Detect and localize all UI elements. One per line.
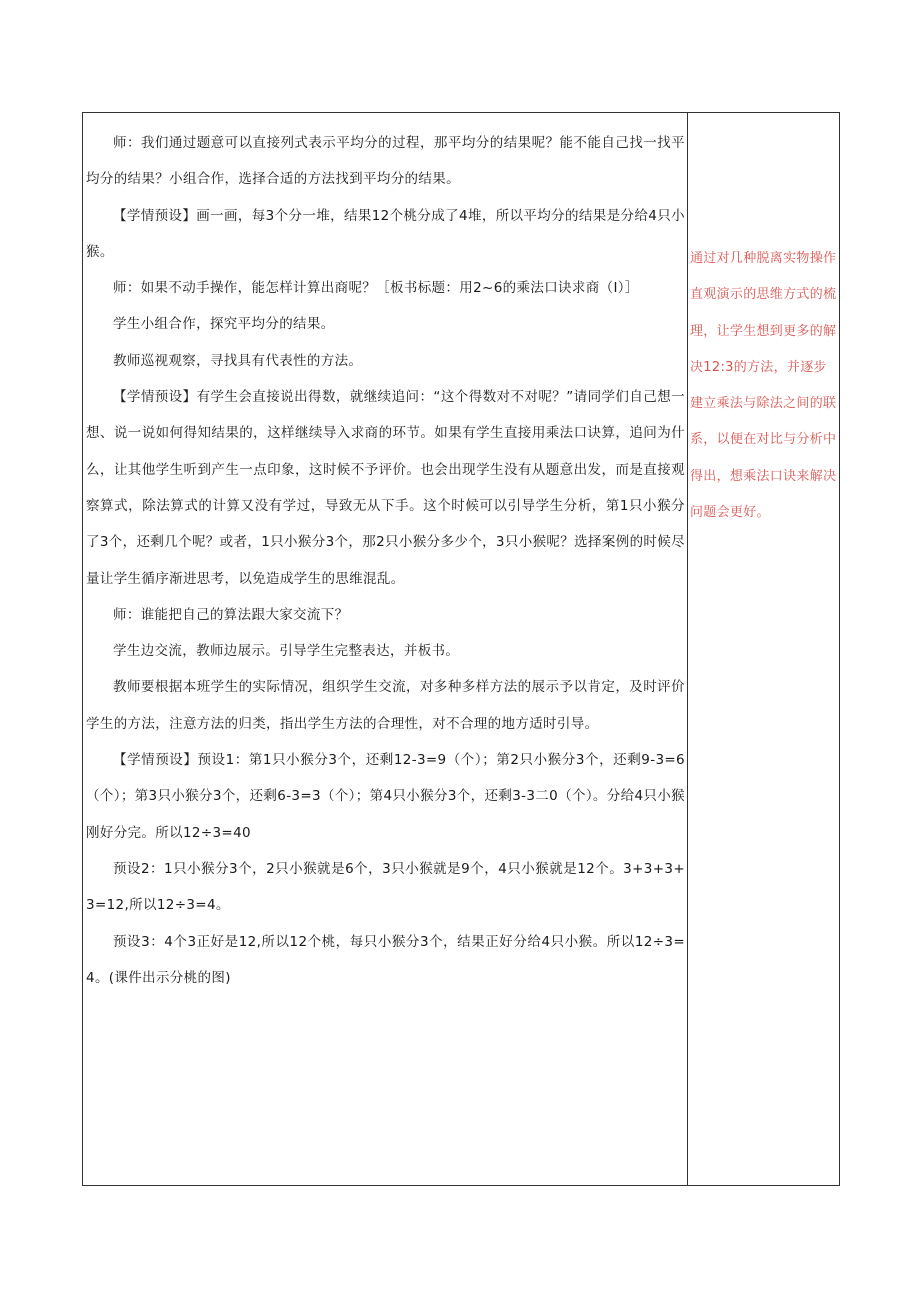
design-intent-cell [688,113,839,1185]
paragraph-teacher-observe: 教师巡视观察，寻找具有代表性的方法。 [113,352,363,369]
lesson-plan-table [82,112,840,1186]
paragraph-exchange: 学生边交流，教师边展示。引导学生完整表达，并板书。 [113,643,460,660]
design-intent-note: 通过对几种脱离实物操作直观演示的思维方式的梳理，让学生想到更多的解决12:3的方法，并逐步建立乘法与除法之间的联系，以便在对比与分析中得出，想乘法口诀来解决问题会更好。 [690,251,837,521]
paragraph-board-title: 师：如果不动手操作，能怎样计算出商呢？［板书标题：用2~6的乘法口诀求商（I）］ [113,280,639,297]
paragraph-preset-3: 预设3：4个3正好是12,所以12个桃，每只小猴分3个，结果正好分给4只小猴。所以12÷3=4。(课件出示分桃的图) [86,933,685,986]
paragraph-evaluate: 教师要根据本班学生的实际情况，组织学生交流，对多种多样方法的展示予以肯定，及时评价学生的方法，注意方法的归类，指出学生方法的合理性，对不合理的地方适时引导。 [86,679,685,732]
paragraph-share-method: 师：谁能把自己的算法跟大家交流下？ [113,606,349,623]
paragraph-preset-1: 【学情预设】预设1：第1只小猴分3个，还剩12-3=9（个）；第2只小猴分3个，还剩9-3=6（个）；第3只小猴分3个，还剩6-3=3（个）；第4只小猴分3个，还剩3-3二0（个）。分给4只小猴刚好分完。所以12÷3=40 [86,752,685,841]
paragraph-preset-answer: 【学情预设】有学生会直接说出得数，就继续追问：“这个得数对不对呢？”请同学们自己想一想、说一说如何得知结果的，这样继续导入求商的环节。如果有学生直接用乘法口诀算，追问为什么，让其他学生听到产生一点印象，这时候不予评价。也会出现学生没有从题意出发，而是直接观察算式，除法算式的计算又没有学过，导致无从下手。这个时候可以引导学生分析，第1只小猴分了3个，还剩几个呢？或者，1只小猴分3个，那2只小猴分多少个，3只小猴呢？选择案例的时候尽量让学生循序渐进思考，以免造成学生的思维混乱。 [86,389,685,587]
teaching-process-cell [83,113,688,1185]
paragraph-group-work: 学生小组合作，探究平均分的结果。 [113,316,335,333]
paragraph-preset-draw: 【学情预设】画一画，每3个分一堆，结果12个桃分成了4堆，所以平均分的结果是分给4只小猴。 [86,207,685,260]
paragraph-teacher-question: 师：我们通过题意可以直接列式表示平均分的过程，那平均分的结果呢？能不能自己找一找平均分的结果？小组合作，选择合适的方法找到平均分的结果。 [86,135,685,188]
paragraph-preset-2: 预设2：1只小猴分3个，2只小猴就是6个，3只小猴就是9个，4只小猴就是12个。3+3+3+3=12,所以12÷3=4。 [86,860,685,914]
